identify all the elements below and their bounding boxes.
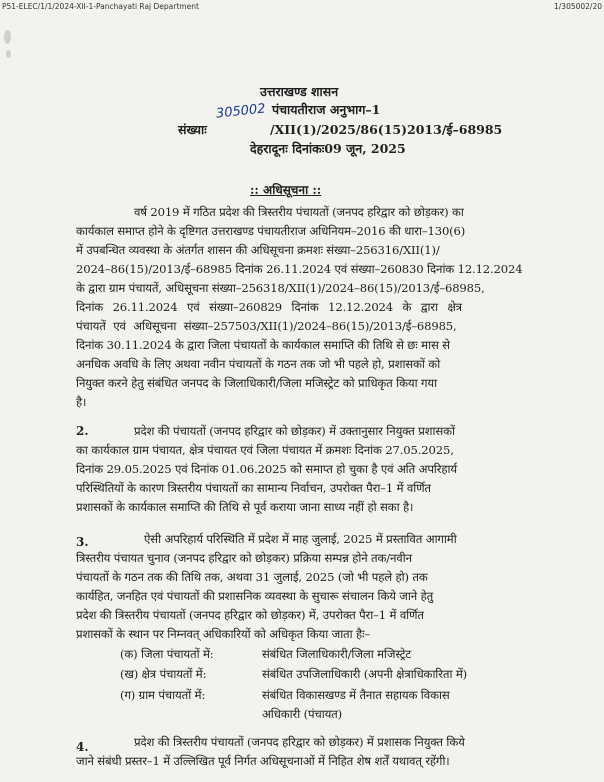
- file-reference: P51-ELEC/1/1/2024-XII-1-Panchayati Raj Department: [2, 2, 199, 11]
- paragraph-line: प्रदेश की पंचायतों (जनपद हरिद्वार को छोड़कर) में उक्तानुसार नियुक्त प्रशासकों: [134, 424, 455, 438]
- paragraph-line: का कार्यकाल ग्राम पंचायत, क्षेत्र पंचायत एवं जिला पंचायत में क्रमशः दिनांक 27.05.2025,: [76, 443, 454, 457]
- paragraph-line: नियुक्त करने हेतु संबंधित जनपद के जिलाधिकारी/जिला मजिस्ट्रेट को प्राधिकृत किया गया: [76, 376, 438, 390]
- handwritten-number: 305002: [215, 101, 267, 122]
- list-item-value: संबंधित जिलाधिकारी/जिला मजिस्ट्रेट: [262, 647, 412, 661]
- list-item-label: (ग) ग्राम पंचायतों में:: [120, 688, 206, 702]
- place-and-date: देहरादूनः दिनांकः09 जून, 2025: [250, 141, 406, 156]
- paragraph-line: प्रशासकों के कार्यकाल समाप्ति की तिथि से पूर्व कराया जाना साध्य नहीं हो सका है।: [76, 500, 414, 514]
- government-heading: उत्तराखण्ड शासन: [260, 84, 339, 99]
- paragraph-line: प्रशासकों के स्थान पर निम्नवत् अधिकारियों को अधिकृत किया जाता हैः–: [76, 627, 371, 641]
- paragraph-line: प्रदेश की त्रिस्तरीय पंचायतों (जनपद हरिद्वार को छोड़कर) में प्रशासक नियुक्त किये: [134, 735, 465, 749]
- paragraph-line: ऐसी अपरिहार्य परिस्थिति में प्रदेश में माह जुलाई, 2025 में प्रस्तावित आगामी: [144, 532, 457, 546]
- paragraph-line: है।: [76, 395, 87, 409]
- paragraph-line: त्रिस्तरीय पंचायत चुनाव (जनपद हरिद्वार को छोड़कर) प्रक्रिया सम्पन्न होने तक/नवीन: [76, 551, 412, 565]
- number-label: संख्याः: [178, 122, 207, 137]
- paragraph-line: दिनांक 30.11.2024 के द्वारा जिला पंचायतों के कार्यकाल समाप्ति की तिथि से छः मास से: [76, 338, 450, 352]
- paragraph-line: अनधिक अवधि के लिए अथवा नवीन पंचायतों के गठन तक जो भी पहले हो, प्रशासकों को: [76, 357, 441, 371]
- paragraph-number: 4.: [76, 740, 89, 754]
- notification-number: /XII(1)/2025/86(15)2013/ई–68985: [270, 122, 503, 137]
- paragraph-line: दिनांक 26.11.2024 एवं संख्या–260829 दिनांक 12.12.2024 के द्वारा क्षेत्र: [76, 300, 462, 314]
- paragraph-line: वर्ष 2019 में गठित प्रदेश की त्रिस्तरीय पंचायतों (जनपद हरिद्वार को छोड़कर) का: [134, 205, 464, 219]
- paragraph-line: के द्वारा ग्राम पंचायतें, अधिसूचना संख्या–256318/XII(1)/2024–86(15)/2013/ई–68985,: [76, 281, 485, 295]
- paragraph-number: 3.: [76, 535, 89, 549]
- list-item-value: संबंधित विकासखण्ड में तैनात सहायक विकास: [262, 688, 450, 702]
- paragraph-line: प्रदेश की त्रिस्तरीय पंचायतों (जनपद हरिद्वार को छोड़कर) में, उपरोक्त पैरा–1 में वर्णित: [76, 608, 424, 622]
- paragraph-line: कार्यहित, जनहित एवं पंचायतों की प्रशासनिक व्यवस्था के सुचारू संचालन किये जाने हेतु: [76, 589, 434, 603]
- list-item-label: (ख) क्षेत्र पंचायतों में:: [120, 667, 207, 681]
- paragraph-line: पंचायतों के गठन तक की तिथि तक, अथवा 31 जुलाई, 2025 (जो भी पहले हो) तक: [76, 570, 428, 584]
- paragraph-line: में उपबन्धित व्यवस्था के अंतर्गत शासन की अधिसूचना क्रमशः संख्या–256316/XII(1)/: [76, 243, 440, 257]
- list-item-value-continued: अधिकारी (पंचायत): [262, 707, 343, 721]
- notification-title: :: अधिसूचना ::: [250, 183, 322, 197]
- paragraph-line: जाने संबंधी प्रस्तर–1 में उल्लिखित पूर्व निर्गत अधिसूचनाओं में निहित शेष शर्तें यथावत् रहेंगी।: [76, 754, 450, 768]
- paragraph-line: परिस्थितियों के कारण त्रिस्तरीय पंचायतों का सामान्य निर्वाचन, उपरोक्त पैरा–1 में वर्णित: [76, 481, 431, 495]
- paragraph-line: पंचायतें एवं अधिसूचना संख्या–257503/XII(1)/2024–86(15)/2013/ई–68985,: [76, 319, 457, 333]
- department-heading: पंचायतीराज अनुभाग–1: [272, 102, 381, 117]
- paragraph-line: 2024–86(15)/2013/ई–68985 दिनांक 26.11.2024 एवं संख्या–260830 दिनांक 12.12.2024: [76, 262, 523, 276]
- paragraph-line: दिनांक 29.05.2025 एवं दिनांक 01.06.2025 को समाप्त हो चुका है एवं अति अपरिहार्य: [76, 462, 457, 476]
- list-item-value: संबंधित उपजिलाधिकारी (अपनी क्षेत्राधिकारिता में): [262, 667, 468, 681]
- list-item-label: (क) जिला पंचायतों में:: [120, 647, 214, 661]
- page-reference: 1/305002/20: [554, 2, 602, 11]
- punch-hole-mark: [4, 30, 11, 44]
- paragraph-line: कार्यकाल समाप्त होने के दृष्टिगत उत्तराखण्ड पंचायतीराज अधिनियम–2016 की धारा–130(6): [76, 224, 466, 238]
- paragraph-number: 2.: [76, 424, 89, 438]
- punch-hole-mark: [6, 50, 11, 58]
